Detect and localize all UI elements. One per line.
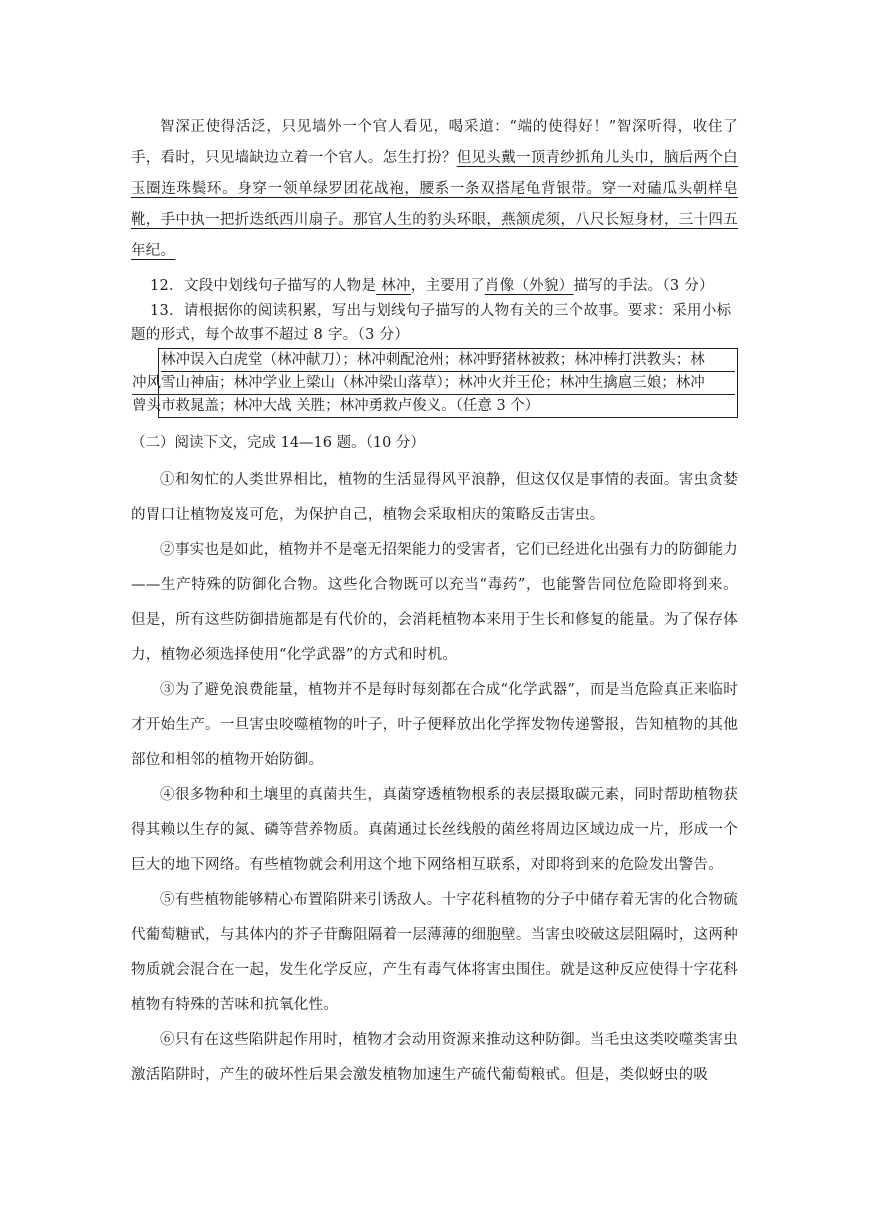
passage-paragraph: ②事实也是如此，植物并不是毫无招架能力的受害者，它们已经进化出强有力的防御能力——生产特殊的防御化合物。这些化合物既可以充当“毒药”，也能警告同位危险即将到来。但是，所有这些防御措施都是有代价的，会消耗植物本来用于生长和修复的能量。为了保存体力，植物必须选择使用“化学武器”的方式和时机。: [131, 542, 738, 663]
passage-paragraph: ④很多物种和土壤里的真菌共生，真菌穿透植物根系的表层摄取碳元素，同时帮助植物获得其赖以生存的氮、磷等营养物质。真菌通过长丝线般的菌丝将周边区域边成一片，形成一个巨大的地下网络。有些植物就会利用这个地下网络相互联系，对即将到来的危险发出警告。: [131, 787, 738, 873]
passage-paragraph: ⑥只有在这些陷阱起作用时，植物才会动用资源来推动这种防御。当毛虫这类咬噬类害虫激活陷阱时，产生的破坏性后果会激发植物加速生产硫代葡萄粮甙。但是，类似蚜虫的吸: [131, 1032, 738, 1083]
q12-middle: ，主要用了: [410, 278, 485, 294]
excerpt-text: 智深正使得活泛，只见墙外一个官人看见，喝采道：“端的使得好！”智深听得，收住了手，看时，只见墙缺边立着一个官人。怎生打扮？: [131, 119, 738, 166]
passage-paragraph: ⑤有些植物能够精心布置陷阱来引诱敌人。十字花科植物的分子中储存着无害的化合物硫代葡萄糖甙，与其体内的芥子苷酶阻隔着一层薄薄的细胞壁。当害虫咬破这层阻隔时，这两种物质就会混合在一起，发生化学反应，产生有毒气体将害虫围住。就是这种反应使得十字花科植物有特殊的苦味和抗氧化性。: [131, 892, 738, 1013]
underlined-sentence: 但见头戴一顶青纱抓角儿头巾，脑后两个白玉圈连珠鬓环。身穿一领单绿罗团花战袍，腰系一条双搭尾龟背银带。穿一对磕瓜头朝样皂靴，手中执一把折迭纸西川扇子。那官人生的豹头环眼，燕颔虎须，八尺长短身材，三十四五年纪。: [131, 150, 738, 259]
passage-paragraph: ③为了避免浪费能量，植物并不是每时每刻都在合成“化学武器”，而是当危险真正来临时才开始生产。一旦害虫咬噬植物的叶子，叶子便释放出化学挥发物传递警报，告知植物的其他部位和相邻的植物开始防御。: [131, 682, 738, 768]
section-heading: （二）阅读下文，完成 14—16 题。（10 分）: [131, 435, 425, 451]
answer-line: 曾头市救晁盖；林冲大战 关胜；林冲勇救卢俊义。（任意 3 个）: [132, 398, 540, 414]
passage-paragraph: ①和匆忙的人类世界相比，植物的生活显得风平浪静，但这仅仅是事情的表面。害虫贪婪的胃口让植物岌岌可危，为保护自己，植物会采取相庆的策略反击害虫。: [131, 472, 738, 523]
question-13-text: 13．请根据你的阅读积累，写出与划线句子描写的人物有关的三个故事。要求：采用小标题的形式，每个故事不超过 8 字。（3 分）: [131, 303, 732, 343]
q12-answer-character: 林冲: [376, 278, 411, 294]
answer-box: [132, 348, 738, 418]
question-12: [150, 275, 738, 297]
question-13: [131, 299, 738, 347]
passage-excerpt: [131, 112, 738, 267]
q12-suffix: 描写的手法。（3 分）: [573, 278, 714, 294]
answer-line: 冲风雪山神庙；林冲学业上梁山（林冲梁山落草）；林冲火并王伦；林冲生擒扈三娘；林冲: [132, 372, 735, 395]
q12-answer-technique: 肖像（外貌）: [484, 278, 574, 294]
answer-line: 林冲误入白虎堂（林冲献刀）；林冲刺配沧州；林冲野猪林被救；林冲棒打洪教头；林: [161, 349, 735, 372]
question-12-line: [150, 275, 738, 297]
excerpt-paragraph: [131, 112, 738, 267]
q12-prefix: 12．文段中划线句子描写的人物是: [150, 278, 377, 294]
reading-passage: [131, 463, 738, 1093]
